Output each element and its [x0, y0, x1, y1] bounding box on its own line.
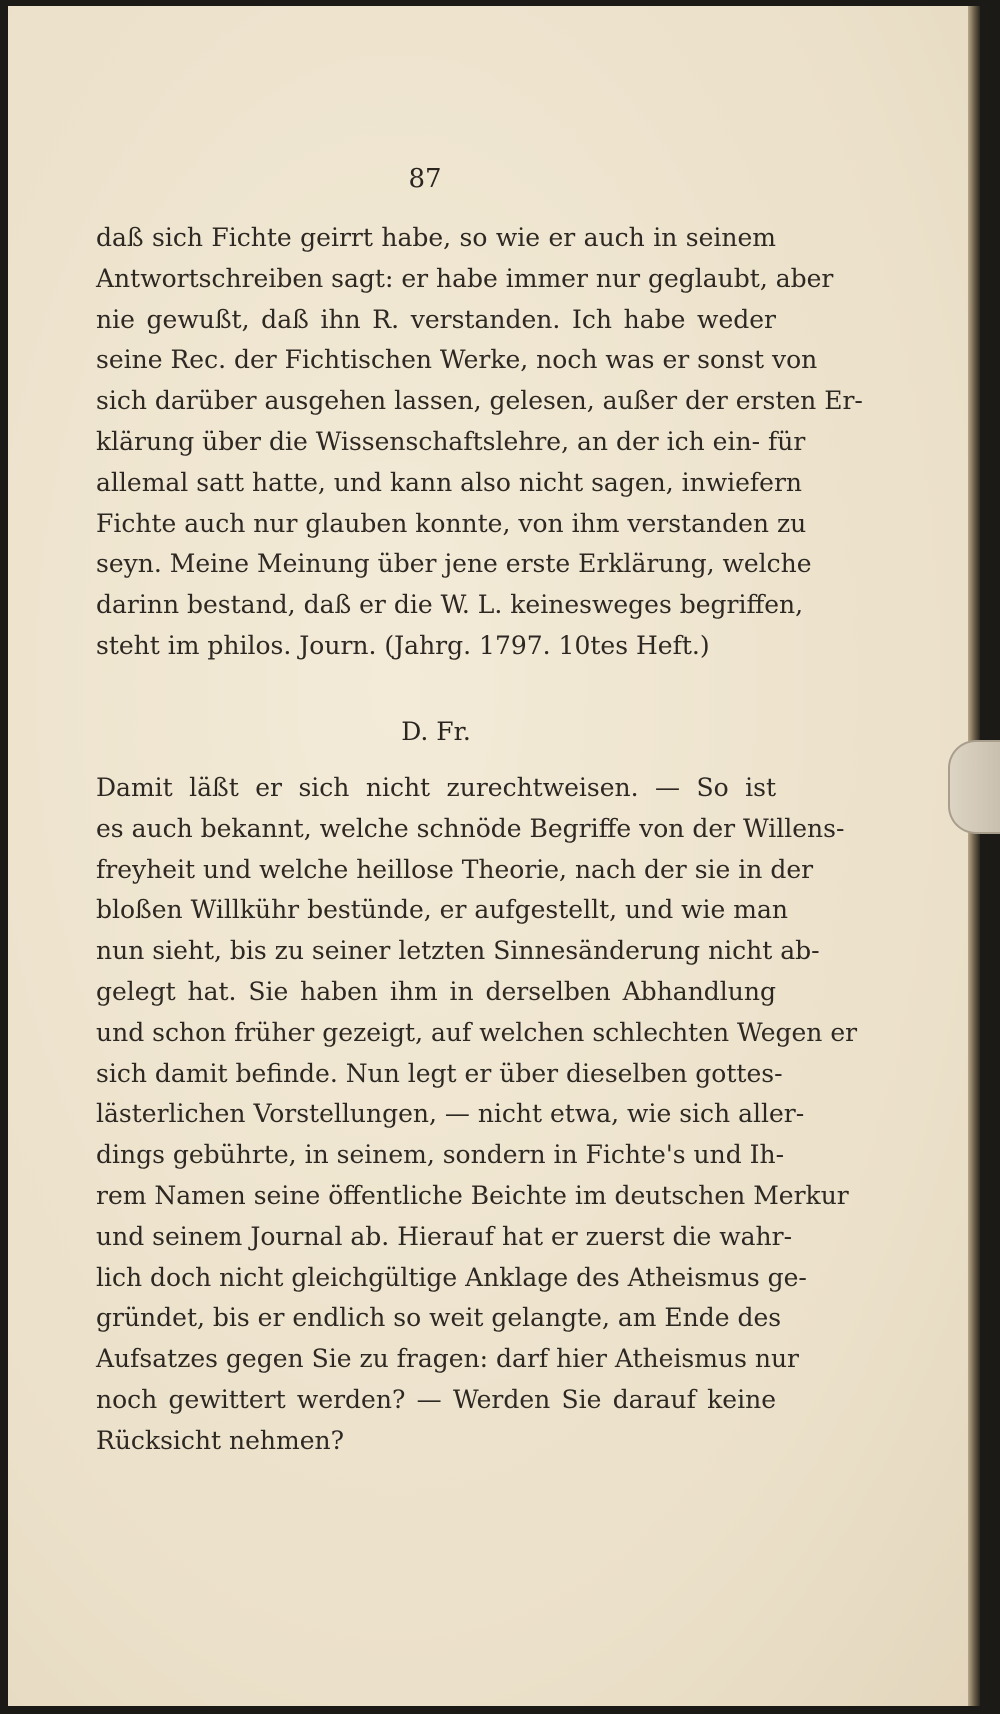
section-heading: D. Fr. [401, 717, 471, 746]
text-line: Aufsatzes gegen Sie zu fragen: darf hier Atheismus nur [96, 1344, 800, 1374]
page-number: 87 [408, 164, 442, 194]
page-gutter [968, 6, 980, 1706]
text-line: bloßen Willkühr bestünde, er aufgestellt, und wie man [96, 895, 789, 925]
text-line: nun sieht, bis zu seiner letzten Sinnesänderung nicht ab- [96, 936, 820, 966]
text-line: es auch bekannt, welche schnöde Begriffe von der Willens- [96, 813, 845, 843]
text-line: gründet, bis er endlich so weit gelangte, am Ende des [96, 1303, 782, 1333]
text-line: allemal satt hatte, und kann also nicht sagen, inwiefern [96, 467, 802, 497]
text-line: lästerlichen Vorstellungen, — nicht etwa, wie sich aller- [96, 1099, 805, 1129]
text-line: Rücksicht nehmen? [96, 1425, 344, 1455]
text-line: lich doch nicht gleichgültige Anklage des Atheismus ge- [96, 1262, 807, 1292]
text-line: steht im philos. Journ. (Jahrg. 1797. 10tes Heft.) [96, 630, 710, 660]
text-line: darinn bestand, daß er die W. L. keinesweges begriffen, [96, 590, 804, 620]
text-line: und schon früher gezeigt, auf welchen schlechten Wegen er [96, 1017, 858, 1047]
text-line: gelegt hat. Sie haben ihm in derselben Abhandlung [96, 976, 776, 1006]
paragraph-2 [96, 768, 858, 1462]
text-line: freyheit und welche heillose Theorie, nach der sie in der [96, 854, 814, 884]
text-line: Antwortschreiben sagt: er habe immer nur geglaubt, aber [96, 263, 834, 293]
text-line: nie gewußt, daß ihn R. verstanden. Ich habe weder [96, 304, 776, 334]
text-line: und seinem Journal ab. Hierauf hat er zuerst die wahr- [96, 1221, 793, 1251]
text-line: daß sich Fichte geirrt habe, so wie er auch in seinem [96, 223, 776, 252]
text-line: klärung über die Wissenschaftslehre, an der ich ein- für [96, 426, 806, 456]
text-line: Fichte auch nur glauben konnte, von ihm verstanden zu [96, 508, 807, 538]
text-line: rem Namen seine öffentliche Beichte im deutschen Merkur [96, 1180, 849, 1210]
text-line: Damit läßt er sich nicht zurechtweisen. — So ist [96, 773, 776, 802]
text-line: seine Rec. der Fichtischen Werke, noch was er sonst von [96, 345, 818, 375]
text-line: dings gebührte, in seinem, sondern in Fichte's und Ih- [96, 1140, 785, 1170]
paragraph-1 [96, 218, 863, 667]
page-clip [948, 740, 1000, 834]
text-line: noch gewittert werden? — Werden Sie darauf keine [96, 1384, 776, 1414]
text-line: seyn. Meine Meinung über jene erste Erklärung, welche [96, 549, 812, 579]
text-line: sich damit befinde. Nun legt er über dieselben gottes- [96, 1058, 783, 1088]
text-line: sich darüber ausgehen lassen, gelesen, außer der ersten Er- [96, 386, 863, 416]
